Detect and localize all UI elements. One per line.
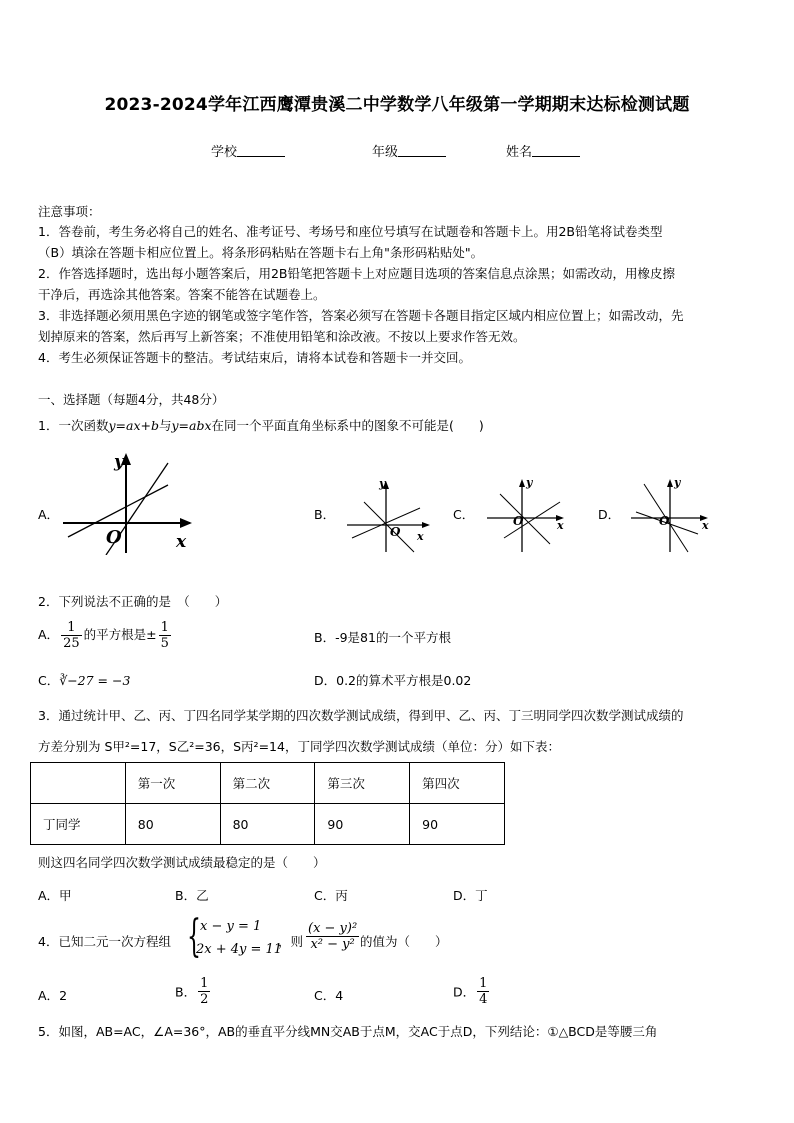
fraction: $\frac{1}{25}$ — [63, 620, 80, 651]
q4-option-c[interactable]: C．4 — [314, 988, 344, 1003]
q2-option-d[interactable]: D．0.2的算术平方根是0.02 — [314, 673, 472, 688]
table-header-cell: 第三次 — [315, 763, 410, 804]
table-row — [31, 804, 505, 845]
q1a-y-label: y — [114, 452, 124, 472]
grade-field[interactable] — [372, 141, 446, 160]
section-heading: 一、选择题（每题4分，共48分） — [38, 392, 225, 407]
q4-equation-2: 2x + 4y = 11 — [196, 942, 283, 957]
table-header-cell: 第一次 — [125, 763, 220, 804]
q4-equation-1: x − y = 1 — [200, 919, 262, 934]
q4-fraction: $\frac{\text{(x − y)²}}{\text{x² − y²}}$ — [308, 921, 358, 952]
q1b-y-label: y — [379, 477, 386, 490]
grade-label: 年级 — [372, 145, 399, 160]
q1-graph-a — [58, 445, 198, 555]
question-3-ask: 则这四名同学四次数学测试成绩最稳定的是（ ） — [38, 855, 326, 870]
q1c-x-label: x — [557, 519, 564, 532]
q4-suffix: 的值为（ ） — [360, 934, 448, 949]
q4-option-a[interactable]: A．2 — [38, 988, 68, 1003]
q1d-origin-label: O — [659, 514, 670, 528]
q3-option-b[interactable]: B．乙 — [175, 888, 209, 903]
q4-mid: ，则 — [278, 934, 304, 949]
note-line: 3．非选择题必须用黑色字迹的钢笔或签字笔作答，答案必须写在答题卡各题目指定区域内相应位置上；如需改动，先 — [38, 308, 684, 323]
table-header-row — [31, 763, 505, 804]
q2-option-a[interactable]: A． $\frac{1}{25}$ 的平方根是± $\frac{1}{5}$ — [38, 620, 169, 651]
table-cell: 90 — [410, 804, 505, 845]
q1-option-c[interactable]: C． — [453, 507, 475, 522]
table-row-label: 丁同学 — [31, 804, 126, 845]
question-1-stem: 1．一次函数y=ax+b与y=abx在同一个平面直角坐标系中的图象不可能是( ) — [38, 418, 484, 433]
notes-heading: 注意事项： — [38, 204, 101, 219]
q3-option-c[interactable]: C．丙 — [314, 888, 348, 903]
q1d-x-label: x — [702, 519, 709, 532]
q1b-origin-label: O — [390, 525, 401, 539]
note-line: 1．答卷前，考生务必将自己的姓名、准考证号、考场号和座位号填写在试题卷和答题卡上。用2B铅笔将试卷类型 — [38, 224, 663, 239]
table-cell: 80 — [125, 804, 220, 845]
question-5-stem: 5．如图，AB=AC，∠A=36°，AB的垂直平分线MN交AB于点M，交AC于点D，下列结论：①△BCD是等腰三角 — [38, 1024, 658, 1039]
q1-option-b[interactable]: B． — [314, 507, 336, 522]
q2-option-c[interactable]: C．∛−27 = −3 — [38, 673, 131, 688]
q1-option-a[interactable]: A． — [38, 507, 60, 522]
page-title: 2023-2024学年江西鹰潭贵溪二中学数学八年级第一学期期末达标检测试题 — [104, 95, 690, 115]
q1c-origin-label: O — [513, 514, 524, 528]
q1a-origin-label: O — [106, 527, 122, 548]
fraction: $\frac{1}{4}$ — [479, 976, 488, 1007]
q1c-y-label: y — [526, 476, 533, 489]
question-4-prefix: 4．已知二元一次方程组 — [38, 934, 171, 949]
question-2-stem: 2．下列说法不正确的是 （ ） — [38, 594, 228, 609]
question-3-stem-line2: 方差分别为 S甲²=17，S乙²=36，S丙²=14，丁同学四次数学测试成绩（单位：分）如下表： — [38, 739, 560, 754]
note-line: 干净后，再选涂其他答案。答案不能答在试题卷上。 — [38, 287, 326, 302]
name-label: 姓名 — [506, 145, 533, 160]
q4-option-d[interactable]: D． $\frac{1}{4}$ — [453, 976, 488, 1007]
q1d-y-label: y — [674, 476, 681, 489]
name-field[interactable] — [506, 141, 580, 160]
grade-blank[interactable] — [398, 145, 446, 157]
name-blank[interactable] — [532, 145, 580, 157]
score-table — [30, 762, 505, 845]
q1a-x-label: x — [176, 532, 187, 552]
note-line: 4．考生必须保证答题卡的整洁。考试结束后，请将本试卷和答题卡一并交回。 — [38, 350, 471, 365]
q1-graph-b — [342, 470, 437, 555]
note-line: （B）填涂在答题卡相应位置上。将条形码粘贴在答题卡右上角"条形码粘贴处"。 — [38, 245, 484, 260]
question-3-stem-line1: 3．通过统计甲、乙、丙、丁四名同学某学期的四次数学测试成绩，得到甲、乙、丙、丁三明同学四次数学测试成绩的 — [38, 708, 684, 723]
table-header-cell — [31, 763, 126, 804]
q1-graph-d — [626, 472, 721, 557]
q1-graph-c — [482, 472, 577, 557]
table-header-cell: 第二次 — [220, 763, 315, 804]
q4-option-b[interactable]: B． $\frac{1}{2}$ — [175, 976, 209, 1007]
q3-option-d[interactable]: D．丁 — [453, 888, 488, 903]
school-field[interactable] — [211, 141, 285, 160]
school-blank[interactable] — [237, 145, 285, 157]
table-header-cell: 第四次 — [410, 763, 505, 804]
fraction: $\frac{1}{5}$ — [160, 620, 169, 651]
table-cell: 80 — [220, 804, 315, 845]
q3-option-a[interactable]: A．甲 — [38, 888, 72, 903]
fraction: $\frac{1}{2}$ — [200, 976, 209, 1007]
q1b-x-label: x — [417, 530, 424, 543]
note-line: 2．作答选择题时，选出每小题答案后，用2B铅笔把答题卡上对应题目选项的答案信息点涂黑；如需改动，用橡皮擦 — [38, 266, 675, 281]
note-line: 划掉原来的答案，然后再写上新答案；不准使用铅笔和涂改液。不按以上要求作答无效。 — [38, 329, 526, 344]
table-cell: 90 — [315, 804, 410, 845]
brace-icon: { — [187, 911, 201, 962]
q1-option-d[interactable]: D． — [598, 507, 621, 522]
q2-option-b[interactable]: B．-9是81的一个平方根 — [314, 630, 451, 645]
school-label: 学校 — [211, 145, 238, 160]
